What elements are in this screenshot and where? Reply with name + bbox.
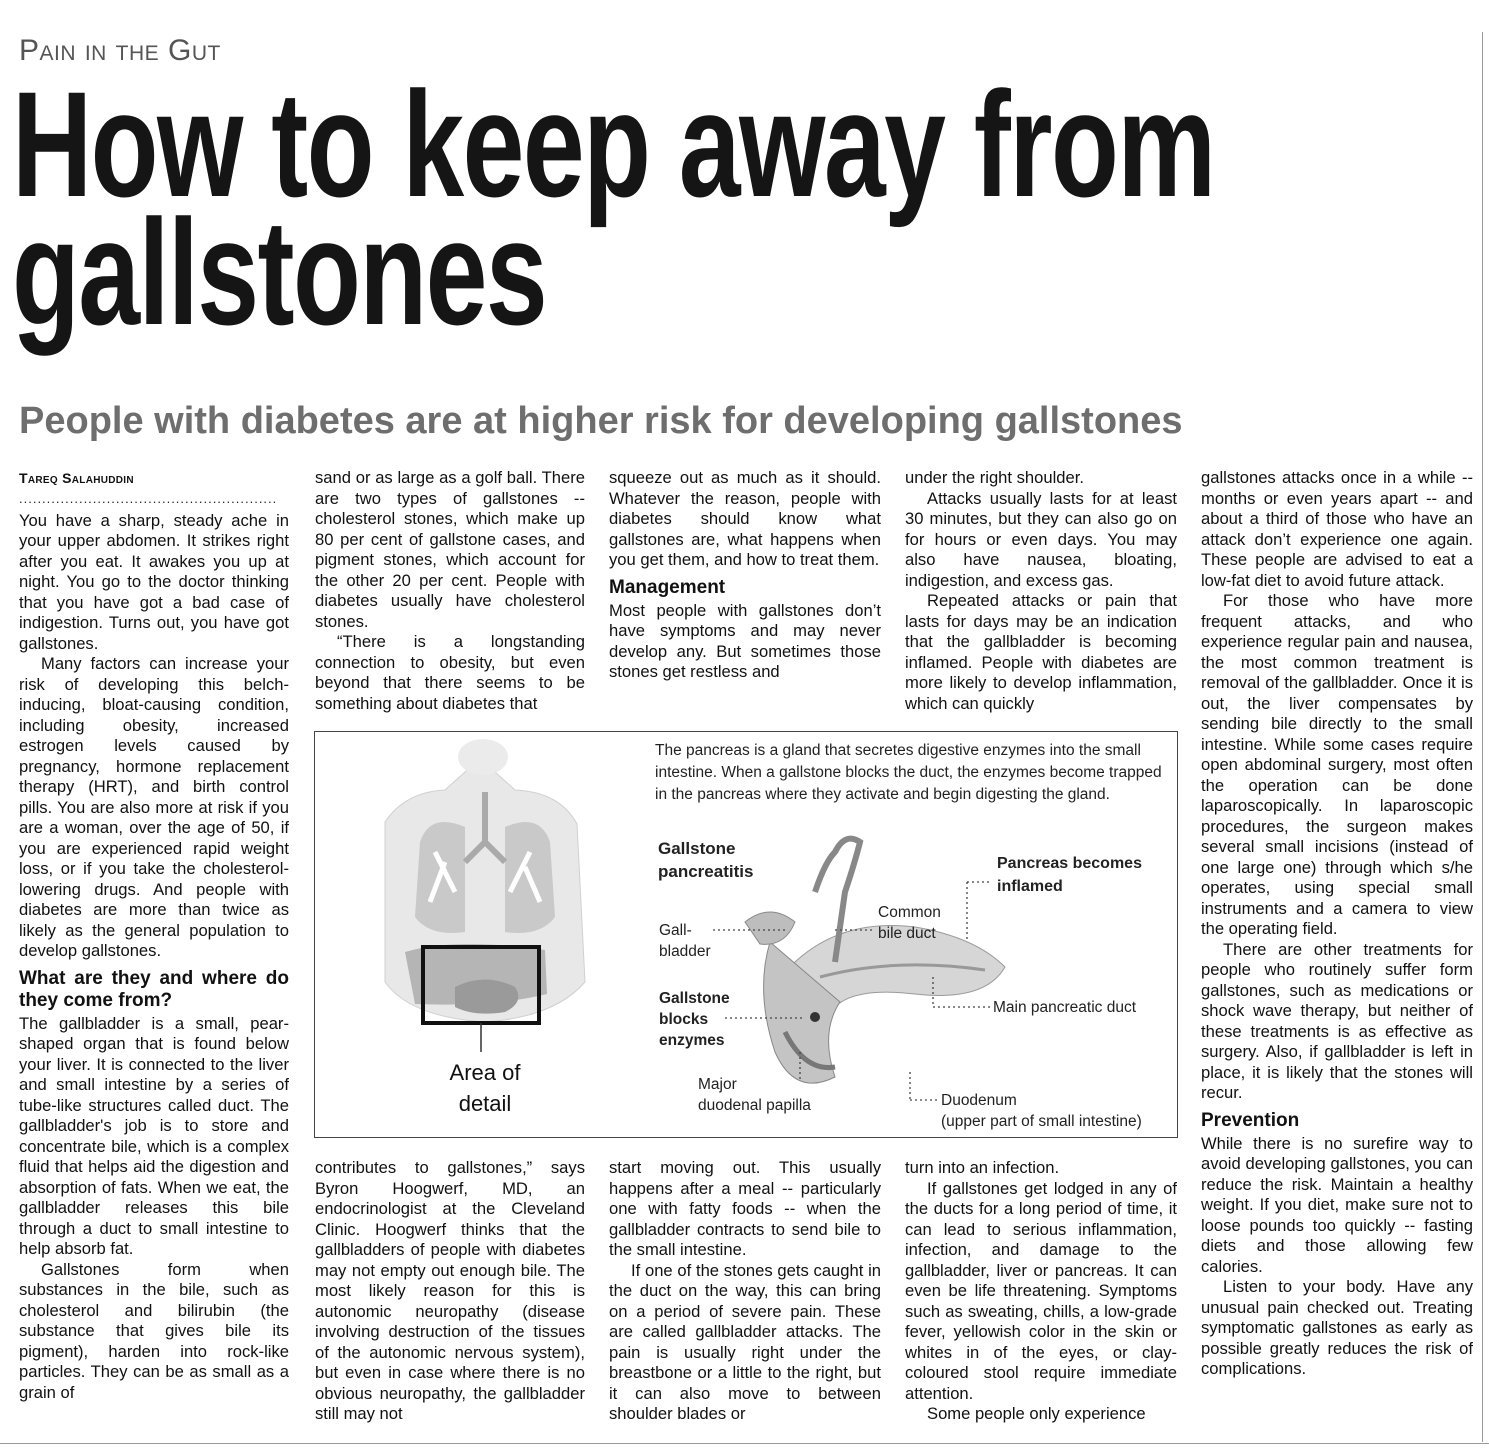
- label-duodenal-papilla: [698, 1074, 811, 1116]
- paragraph: gallstones attacks once in a while -- months or even years apart -- and about a third of those who have an attack don’t experience one again. These people are advised to eat a low-fat diet to avoid future attack.: [1201, 468, 1473, 590]
- label-main-pancreatic-duct: Main pancreatic duct: [993, 999, 1137, 1016]
- paragraph: The gallbladder is a small, pear-shaped organ that is found below your liver. It is connected to the liver and small intestine by a series of tube-like structures called duct. The gallbladder's job is to store and concentrate bile, which is a complex fluid that helps aid the digestion and absorption of fats. When we eat, the gallbladder releases this bile through a duct to small intestine to help absorb fat.: [19, 1013, 289, 1258]
- area-label-line-2: detail: [458, 1091, 512, 1116]
- paragraph: under the right shoulder.: [905, 468, 1084, 487]
- paragraph: If one of the stones gets caught in the duct on the way, this can bring on a period of severe pain. These are called gallbladder attacks. The pain is usually right under the breastbone or a little to the right, but it can also move to between shoulder blades or: [609, 1260, 881, 1423]
- label-blocks-line-3: enzymes: [659, 1032, 725, 1049]
- paragraph: turn into an infection.: [905, 1158, 1060, 1177]
- area-label-line-1: Area of: [449, 1060, 521, 1085]
- label-gallstone-blocks: [659, 988, 730, 1051]
- deck-subheadline: People with diabetes are at higher risk for developing gallstones: [19, 400, 1183, 442]
- paragraph: While there is no surefire way to avoid developing gallstones, you can reduce the risk. Maintain a healthy weight. If you diet, make sure not to loose pounds too quickly -- fasting diets and those allowing few calories.: [1201, 1133, 1473, 1276]
- paragraph: For those who have more frequent attacks, and who experience regular pain and nausea, the most common treatment is removal of the gallbladder. Once it is out, the liver compensates by sending bile directly to the small intestine. While some cases require open abdominal surgery, most often the operation can be done laparoscopically. In laparoscopic procedures, the surgeon makes several small incisions (instead of one large one) through which s/he operates, using special small instruments and a camera to view the operating field.: [1201, 591, 1473, 938]
- paragraph: Many factors can increase your risk of developing this belch-inducing, bloat-causing condition, including obesity, increased estrogen levels caused by pregnancy, hormone replacement therapy (HRT), and birth control pills. You are also more at risk if you are a woman, over the age of 50, if you are experienced rapid weight loss, or if you take the cholesterol-lowering drugs. And people with diabetes are more than twice as likely as the general population to develop gallstones.: [19, 654, 289, 960]
- figure-title-line-2: pancreatitis: [658, 862, 754, 881]
- column-4-bottom: [905, 1158, 1177, 1425]
- label-gallbladder: [659, 920, 711, 962]
- label-papilla-line-1: Major: [698, 1076, 737, 1093]
- label-papilla-line-2: duodenal papilla: [698, 1097, 811, 1114]
- gallstone-icon: [810, 1012, 820, 1022]
- column-5: [1201, 468, 1473, 1380]
- headline-line-2: gallstones: [12, 188, 547, 356]
- column-4-top: [905, 468, 1177, 714]
- column-2-bottom: [315, 1158, 585, 1425]
- column-rule-right: [1482, 32, 1483, 1442]
- column-3-bottom: [609, 1158, 881, 1425]
- column-1: [19, 468, 289, 1403]
- label-cbd-line-1: Common: [878, 904, 941, 921]
- label-gb-line-2: bladder: [659, 943, 711, 960]
- figure-caption: The pancreas is a gland that secretes digestive enzymes into the small intestine. When a gallstone blocks the duct, the enzymes become trapped in the pancreas where they activate and begin digesting the gland.: [655, 742, 1162, 803]
- label-blocks-line-2: blocks: [659, 1011, 709, 1028]
- label-pancreas-inflamed: [997, 852, 1142, 898]
- paragraph: Some people only experience: [927, 1404, 1146, 1423]
- paragraph: Repeated attacks or pain that lasts for days may be an indication that the gallbladder is becoming inflamed. People with diabetes are more likely to develop inflammation, which can quickly: [905, 591, 1177, 713]
- figure-title: [658, 837, 753, 883]
- headline: [12, 60, 1215, 356]
- subheading-origins: What are they and where do they come from?: [19, 967, 289, 1011]
- label-pancreas-line-1: Pancreas becomes: [997, 855, 1142, 872]
- paragraph: contributes to gallstones,” says Byron Hoogwerf, MD, an endocrinologist at the Cleveland Clinic. Hoogwerf thinks that the gallbladders of people with diabetes may not empty out enough bile. The most likely reason for this is autonomic neuropathy (disease involving destruction of the tissues of the autonomic nervous system), but even in case where there is no obvious neuropathy, the gallbladder still may not: [315, 1158, 585, 1423]
- area-of-detail-label: [415, 1057, 555, 1119]
- label-duodenum: [941, 1090, 1142, 1132]
- paragraph: “There is a longstanding connection to obesity, but even beyond that there seems to be something about diabetes that: [315, 632, 585, 713]
- paragraph: Gallstones form when substances in the bile, such as cholesterol and bilirubin (the substance that gives bile its pigment), harden into rock-like particles. They can be as small as a grain of: [19, 1259, 289, 1402]
- head-silhouette: [458, 739, 508, 775]
- paragraph: Listen to your body. Have any unusual pain checked out. Treating symptomatic gallstones as early as possible greatly reduces the risk of complications.: [1201, 1277, 1473, 1378]
- byline: Tareq Salahuddin: [19, 470, 134, 486]
- paragraph: start moving out. This usually happens after a meal -- particularly one with fatty foods -- when the gallbladder contracts to send bile to the small intestine.: [609, 1158, 881, 1259]
- label-duodenum-line-1: Duodenum: [941, 1092, 1017, 1109]
- page-rule-bottom: [0, 1443, 1489, 1444]
- pancreas-illustration: [745, 839, 1005, 1083]
- label-blocks-line-1: Gallstone: [659, 990, 730, 1007]
- column-3-top: [609, 468, 881, 683]
- paragraph: You have a sharp, steady ache in your upper abdomen. It strikes right after you eat. It awakes you up at night. You go to the doctor thinking that you have got a bad case of indigestion. Turns out, you have got gallstones.: [19, 510, 289, 653]
- label-common-bile-duct: [878, 902, 941, 944]
- subheading-prevention: Prevention: [1201, 1109, 1300, 1131]
- paragraph: There are other treatments for people who routinely suffer form gallstones, such as medications or shock wave therapy, but neither of these treatments is as effective as surgery. Also, if gallbladder is left in place, it is likely that the stones will recur.: [1201, 939, 1473, 1102]
- paragraph: sand or as large as a golf ball. There are two types of gallstones -- cholesterol stones, which make up 80 per cent of gallstone cases, and pigment stones, which account for the other 20 per cent. People with diabetes usually have cholesterol stones.: [315, 468, 585, 631]
- label-pancreas-line-2: inflamed: [997, 878, 1063, 895]
- paragraph: Most people with gallstones don’t have symptoms and may never develop any. But sometimes those stones get restless and: [609, 600, 881, 681]
- figure-title-line-1: Gallstone: [658, 839, 736, 858]
- section-kicker: Pain in the Gut: [19, 34, 221, 67]
- headline-line-1: How to keep away from: [12, 60, 1215, 228]
- paragraph: squeeze out as much as it should. Whatever the reason, people with diabetes should know what gallstones are, what happens when you get them, and how to treat them.: [609, 468, 881, 569]
- label-cbd-line-2: bile duct: [878, 925, 936, 942]
- paragraph: Attacks usually lasts for at least 30 minutes, but they can also go on for hours or even days. You may also have nausea, bloating, indigestion, and excess gas.: [905, 488, 1177, 590]
- paragraph: If gallstones get lodged in any of the ducts for a long period of time, it can lead to serious inflammation, infection, and damage to the gallbladder, liver or pancreas. It can even be life threatening. Symptoms such as sweating, chills, a low-grade fever, yellowish color in the skin or whites in of the eyes, or clay-coloured stool require immediate attention.: [905, 1178, 1177, 1403]
- column-2-top: [315, 468, 585, 714]
- pancreatitis-figure: [314, 731, 1178, 1138]
- label-gb-line-1: Gall-: [659, 922, 692, 939]
- stomach-icon: [455, 980, 518, 1014]
- subheading-management: Management: [609, 576, 726, 598]
- label-duodenum-line-2: (upper part of small intestine): [941, 1113, 1142, 1130]
- byline-separator: ........................................................: [19, 490, 278, 506]
